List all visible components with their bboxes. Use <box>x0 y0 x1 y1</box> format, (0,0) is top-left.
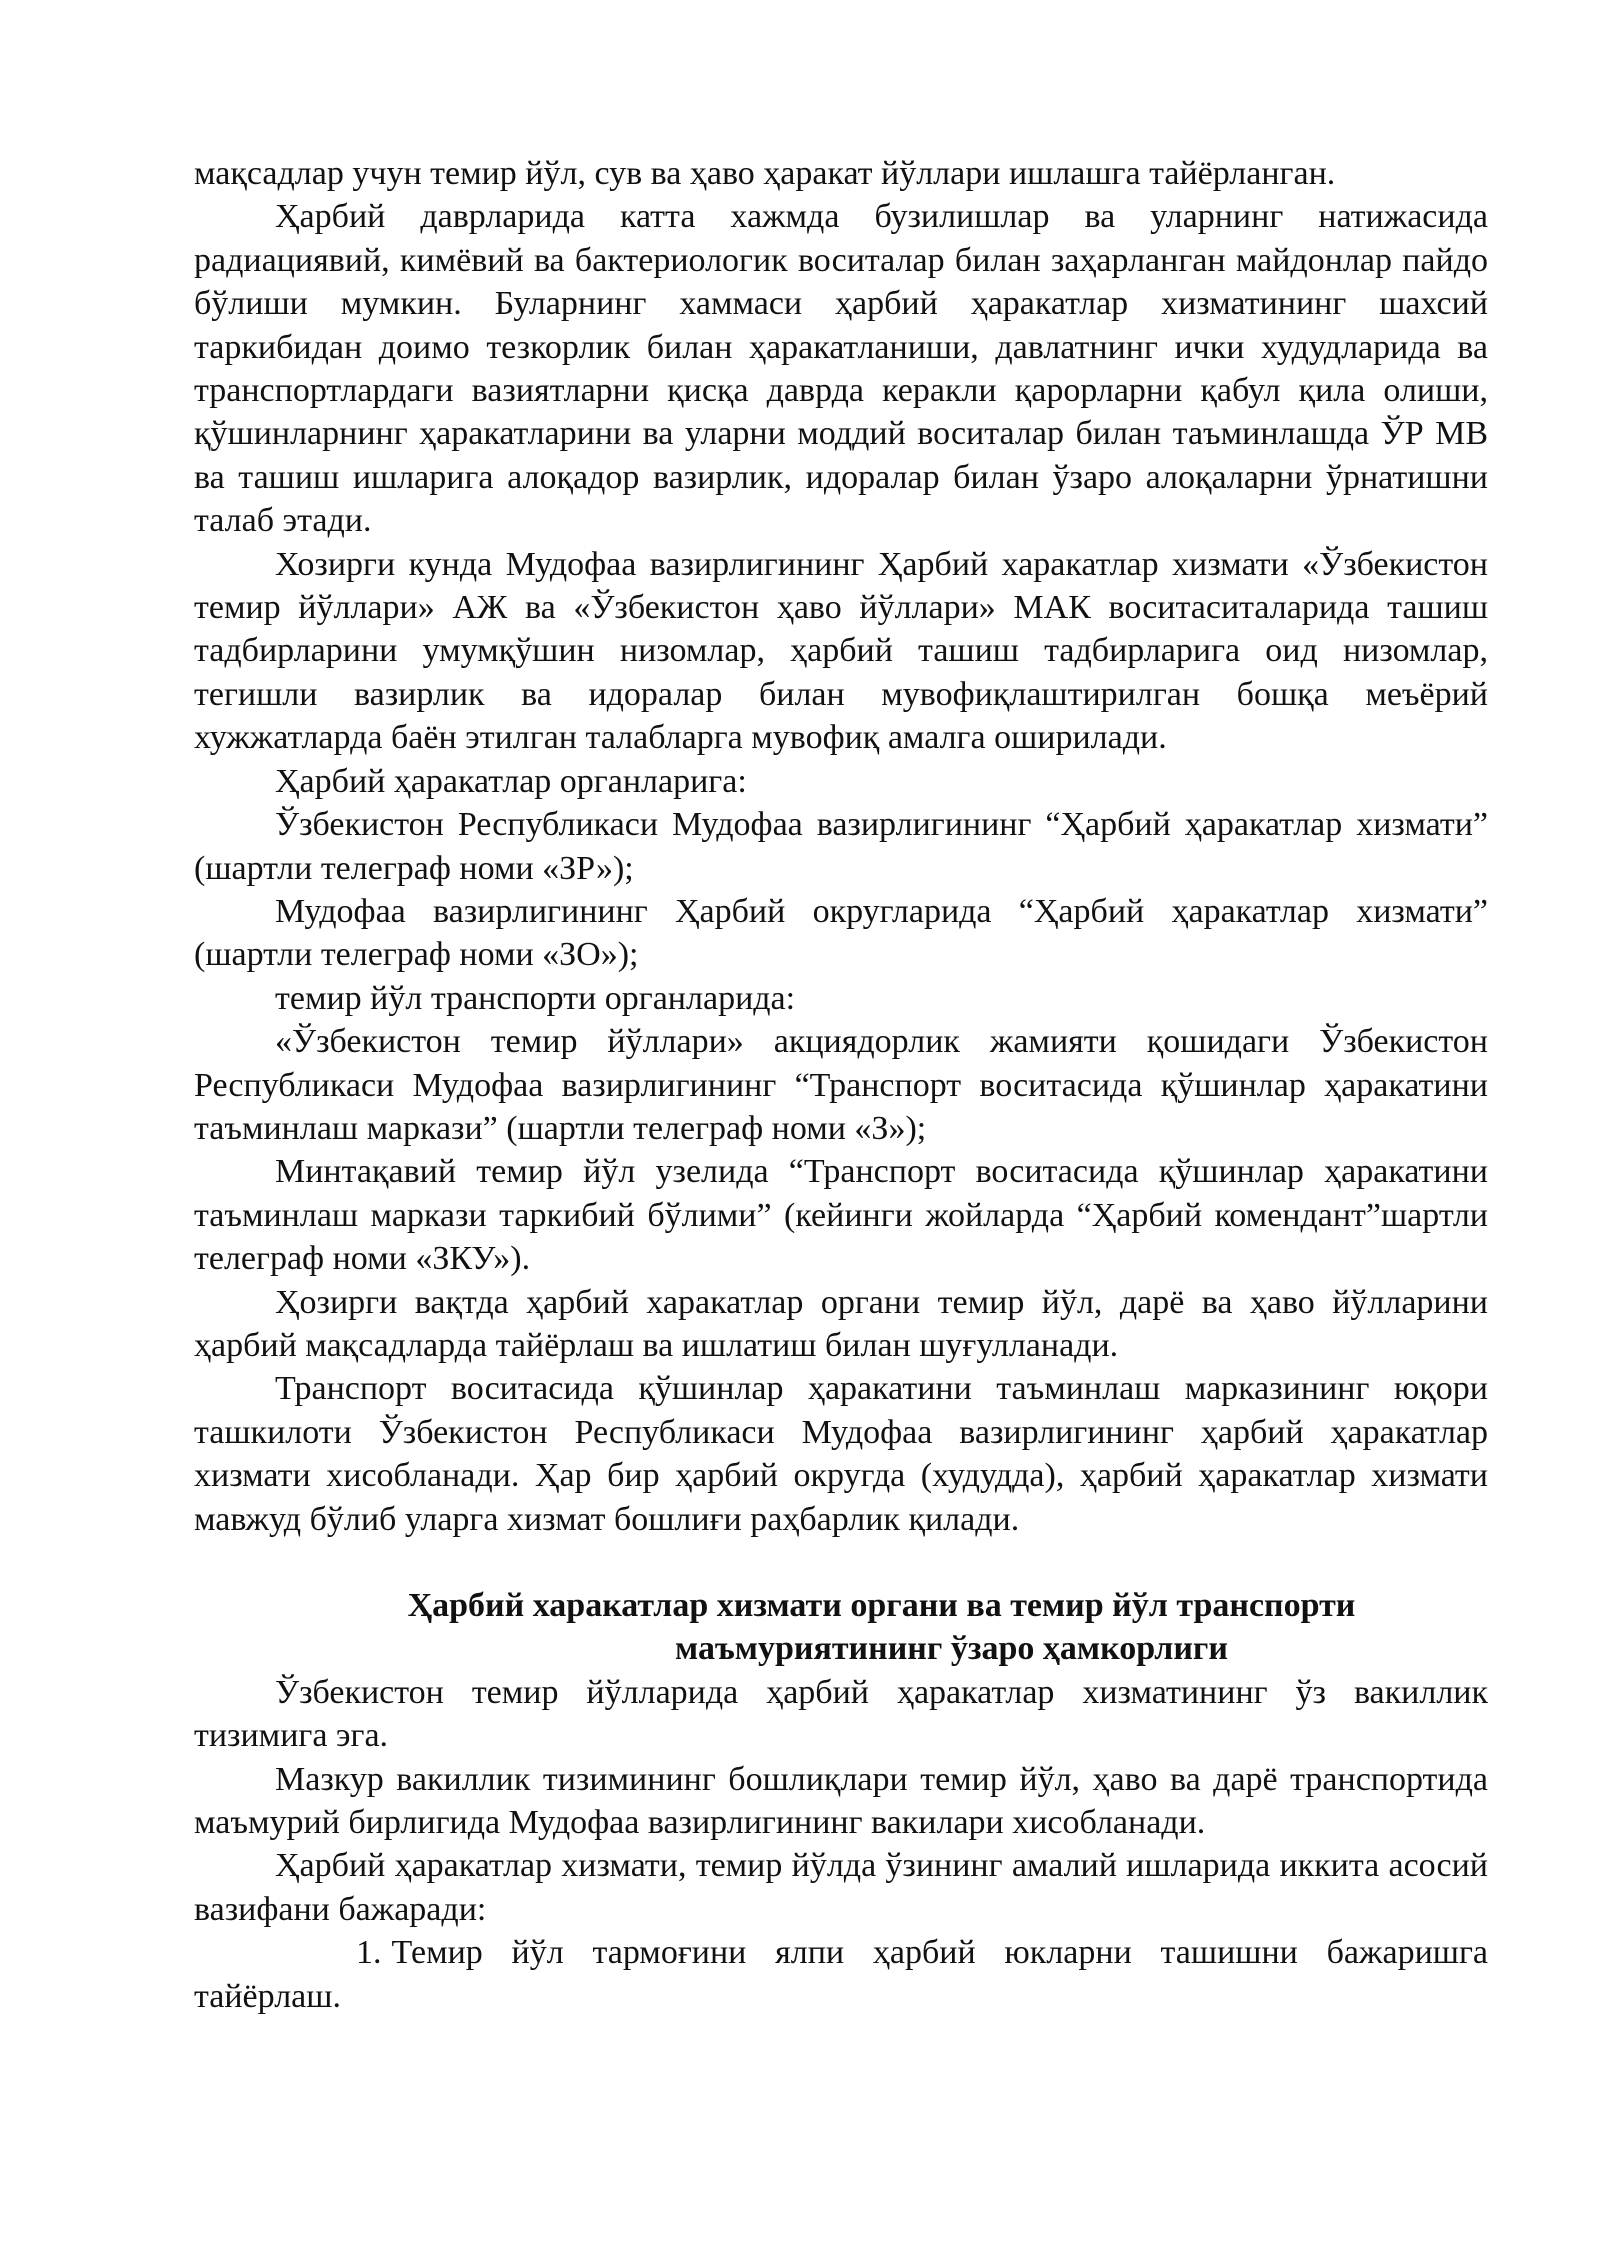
paragraph: Ҳарбий даврларида катта хажмда бузилишлар ва уларнинг натижасида радиациявий, кимёвий ва бактериологик воситалар билан заҳарланган майдонлар пайдо бўлиши мумкин. Буларнинг хаммаси ҳарбий ҳаракатлар хизматининг шахсий таркибидан доимо тезкорлик билан ҳаракатланиши, давлатнинг ички худудларида ва транспортлардаги вазиятларни қисқа даврда керакли қарорларни қабул қила олиши, қўшинларнинг ҳаракатларини ва уларни моддий воситалар билан таъминлашда ЎР МВ ва ташиш ишларига алоқадор вазирлик, идоралар билан ўзаро алоқаларни ўрнатишни талаб этади. <box>194 198 1488 540</box>
bottom-section <box>194 1671 1488 2018</box>
paragraph: Ўзбекистон Республикаси Мудофаа вазирлигининг “Ҳарбий ҳаракатлар хизмати” (шартли телеграф номи «ЗР»); <box>194 806 1488 887</box>
paragraph: Мудофаа вазирлигининг Ҳарбий округларида “Ҳарбий ҳаракатлар хизмати” (шартли телеграф номи «ЗО»); <box>194 892 1488 974</box>
paragraph: Хозирги кунда Мудофаа вазирлигининг Ҳарбий харакатлар хизмати «Ўзбекистон темир йўллари» АЖ ва «Ўзбекистон ҳаво йўллари» МАК воситаситаларида ташиш тадбирларини умумқўшин низомлар, ҳарбий ташиш тадбирларига оид низомлар, тегишли вазирлик ва идоралар билан мувофиқлаштирилган бошқа меъёрий хужжатларда баён этилган талабларга мувофиқ амалга оширилади. <box>194 545 1488 757</box>
list-number: 1. <box>356 1934 382 1972</box>
paragraph: Ҳозирги вақтда ҳарбий харакатлар органи темир йўл, дарё ва ҳаво йўлларини ҳарбий мақсадларда тайёрлаш ва ишлатиш билан шуғулланади. <box>194 1283 1488 1364</box>
paragraph: мақсадлар учун темир йўл, сув ва ҳаво ҳаракат йўллари ишлашга тайёрланган. <box>194 155 1336 192</box>
paragraph: Ўзбекистон темир йўлларида ҳарбий ҳаракатлар хизматининг ўз вакиллик тизимига эга. <box>194 1673 1488 1755</box>
section-heading-line: Ҳарбий харакатлар хизмати органи ва темир йўл транспорти <box>407 1587 1356 1624</box>
paragraph: темир йўл транспорти органларида: <box>275 979 796 1017</box>
paragraph: Ҳарбий ҳаракатлар органларига: <box>275 762 747 800</box>
paragraph: «Ўзбекистон темир йўллари» акциядорлик жамияти қошидаги Ўзбекистон Республикаси Мудофаа вазирлигининг “Транспорт воситасида қўшинлар ҳаракатини таъминлаш маркази” (шартли телеграф номи «З»); <box>194 1023 1488 1147</box>
top-section <box>194 152 1488 1541</box>
section-heading-line: маъмуриятининг ўзаро ҳамкорлиги <box>675 1630 1228 1668</box>
paragraph: Транспорт воситасида қўшинлар ҳаракатини таъминлаш марказининг юқори ташкилоти Ўзбекистон Республикаси Мудофаа вазирлигининг ҳарбий ҳаракатлар хизмати хисобланади. Ҳар бир ҳарбий округда (худудда), ҳарбий ҳаракатлар хизмати мавжуд бўлиб уларга хизмат бошлиғи раҳбарлик қилади. <box>194 1370 1488 1538</box>
document-body <box>194 152 1488 2018</box>
section-heading <box>194 1584 1488 1671</box>
numbered-list-item <box>194 1931 1488 2018</box>
list-item-text: Темир йўл тармоғини ялпи ҳарбий юкларни ташишни бажаришга тайёрлаш. <box>194 1934 1488 2015</box>
paragraph: Минтақавий темир йўл узелида “Транспорт воситасида қўшинлар ҳаракатини таъминлаш маркази таркибий бўлими” (кейинги жойларда “Ҳарбий комендант”шартли телеграф номи «ЗКУ»). <box>194 1153 1488 1278</box>
paragraph: Ҳарбий ҳаракатлар хизмати, темир йўлда ўзининг амалий ишларида иккита асосий вазифани бажаради: <box>194 1847 1488 1928</box>
paragraph: Мазкур вакиллик тизимининг бошлиқлари темир йўл, ҳаво ва дарё транспортида маъмурий бирлигида Мудофаа вазирлигининг вакилари хисобланади. <box>194 1760 1488 1842</box>
